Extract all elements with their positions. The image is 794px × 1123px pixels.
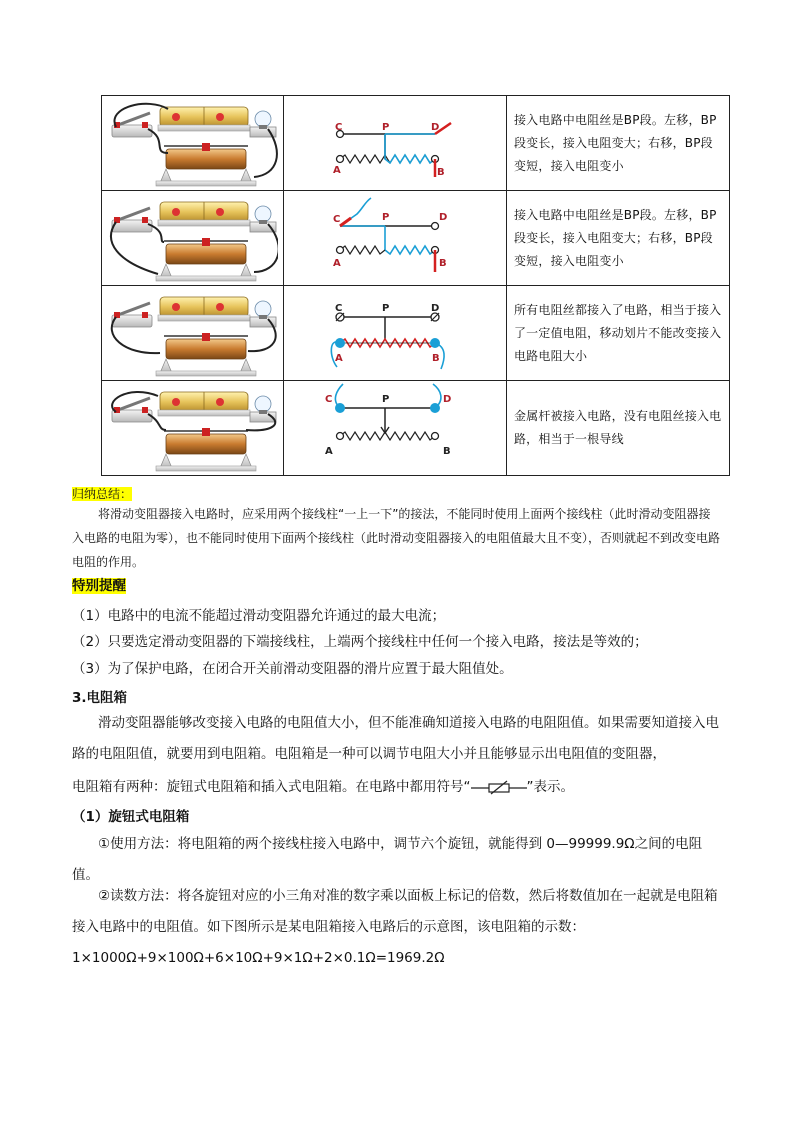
label-b: B (437, 167, 445, 178)
label-b: B (432, 353, 440, 364)
row-description: 金属杆被接入电路，没有电阻丝接入电路，相当于一根导线 (506, 381, 729, 476)
summary-title: 归纳总结： (72, 487, 133, 501)
summary-body: 将滑动变阻器接入电路时，应采用两个接线柱“一上一下”的接法，不能同时使用上面两个接线柱（此时滑动变阻器接入电路的电阻为零），也不能同时使用下面两个接线柱（此时滑动变阻器接入的电阻值最大且不变），否则就起不到改变电路电阻的作用。 (72, 507, 721, 569)
apparatus-image (102, 381, 284, 476)
table-row (102, 381, 730, 476)
label-p: P (382, 212, 390, 223)
rheostat-connection-table (101, 95, 730, 476)
label-a: A (333, 165, 341, 176)
table-row (102, 286, 730, 381)
reminder-item: （2）只要选定滑动变阻器的下端接线柱，上端两个接线柱中任何一个接入电路，接法是等效的； (72, 634, 648, 650)
usage-paragraph: ①使用方法：将电阻箱的两个接线柱接入电路中，调节六个旋钮，就能得到 0—99999.9Ω之间的电阻值。 (72, 836, 703, 883)
label-b: B (443, 446, 451, 457)
table-row (102, 191, 730, 286)
label-a: A (325, 446, 333, 457)
rheostat-diagram (284, 96, 507, 191)
reminder-title-line (72, 571, 722, 602)
rheostat-diagram (284, 191, 507, 286)
rheostat-diagram (284, 381, 507, 476)
rheostat-diagram (284, 286, 507, 381)
label-c: C (335, 303, 343, 314)
label-b: B (439, 258, 447, 269)
label-a: A (333, 258, 341, 269)
intro-text-before: 电阻箱有两种：旋钮式电阻箱和插入式电阻箱。在电路中都用符号“ (72, 779, 471, 795)
reminder-title: 特别提醒 (72, 578, 126, 594)
row-description: 接入电路中电阻丝是BP段。左移，BP段变长，接入电阻变大；右移，BP段变短，接入电阻变小 (506, 96, 729, 191)
reminder-item: （3）为了保护电路，在闭合开关前滑动变阻器的滑片应置于最大阻值处。 (72, 661, 513, 677)
label-p: P (382, 122, 390, 133)
row-description: 接入电路中电阻丝是BP段。左移，BP段变长，接入电阻变大；右移，BP段变短，接入电阻变小 (506, 191, 729, 286)
label-p: P (382, 394, 390, 405)
apparatus-image (102, 96, 284, 191)
reminder-item: （1）电路中的电流不能超过滑动变阻器允许通过的最大电流； (72, 608, 446, 624)
intro-text-after: ”表示。 (526, 779, 574, 795)
section-intro-symbol-line (72, 772, 722, 803)
table-row (102, 96, 730, 191)
label-p: P (382, 303, 390, 314)
reading-paragraph: ②读数方法：将各旋钮对应的小三角对准的数字乘以面板上标记的倍数，然后将数值加在一起就是电阻箱接入电路中的电阻值。如下图所示是某电阻箱接入电路后的示意图，该电阻箱的示数：1×1000Ω+9×100Ω+6×10Ω+9×1Ω+2×0.1Ω=1969.2Ω (72, 888, 718, 966)
label-d: D (431, 122, 440, 133)
label-d: D (439, 212, 448, 223)
label-c: C (325, 394, 333, 405)
row-description: 所有电阻丝都接入了电路，相当于接入了一定值电阻，移动划片不能改变接入电路电阻大小 (506, 286, 729, 381)
section-heading: 3.电阻箱 (72, 690, 128, 706)
section-intro: 滑动变阻器能够改变接入电路的电阻值大小，但不能准确知道接入电路的电阻阻值。如果需要知道接入电路的电阻阻值，就要用到电阻箱。电阻箱是一种可以调节电阻大小并且能够显示出电阻值的变阻器， (72, 715, 719, 762)
label-a: A (335, 353, 343, 364)
apparatus-image (102, 191, 284, 286)
label-c: C (335, 122, 343, 133)
apparatus-image (102, 286, 284, 381)
label-c: C (333, 214, 341, 225)
label-d: D (443, 394, 452, 405)
subsection-title: （1）旋钮式电阻箱 (72, 809, 190, 825)
resistance-box-symbol-icon (471, 779, 527, 795)
label-d: D (431, 303, 440, 314)
